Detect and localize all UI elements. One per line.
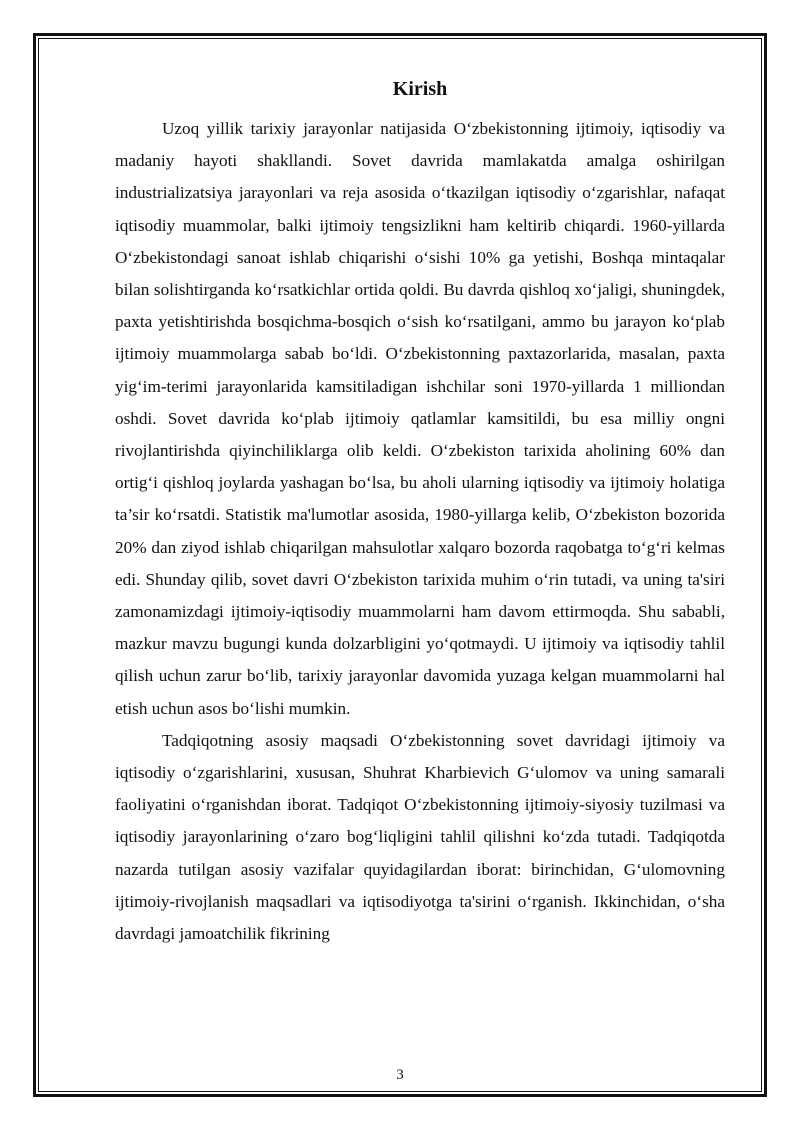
section-title: Kirish <box>392 78 448 100</box>
document-body <box>115 73 725 950</box>
paragraph-research-goal: Tadqiqotning asosiy maqsadi O‘zbekistonning sovet davridagi ijtimoiy va iqtisodiy o‘zgarishlarini, xususan, Shuhrat Kharbievich G‘ulomov va uning samarali faoliyatini o‘rganishdan iborat. Tadqiqot O‘zbekistonning ijtimoiy-siyosiy tuzilmasi va iqtisodiy jarayonlarining o‘zaro bog‘liqligini tahlil qilishni ko‘zda tutadi. Tadqiqotda nazarda tutilgan asosiy vazifalar quyidagilardan iborat: birinchidan, G‘ulomovning ijtimoiy-rivojlanish maqsadlari va iqtisodiyotga ta'sirini o‘rganish. Ikkinchidan, o‘sha davrdagi jamoatchilik fikrining <box>115 730 725 944</box>
paragraph-intro: Uzoq yillik tarixiy jarayonlar natijasida O‘zbekistonning ijtimoiy, iqtisodiy va madaniy hayoti shakllandi. Sovet davrida mamlakatda amalga oshirilgan industrializatsiya jarayonlari va reja asosida o‘tkazilgan iqtisodiy o‘zgarishlar, nafaqat iqtisodiy muammolar, balki ijtimoiy tengsizlikni ham keltirib chiqardi. 1960-yillarda O‘zbekistondagi sanoat ishlab chiqarishi o‘sishi 10% ga yetishi, Boshqa mintaqalar bilan solishtirganda ko‘rsatkichlar ortida qoldi. Bu davrda qishloq xo‘jaligi, shuningdek, paxta yetishtirishda bosqichma-bosqich o‘sish ko‘rsatilgani, ammo bu jarayon ko‘plab ijtimoiy muammolarga sabab bo‘ldi. O‘zbekistonning paxtazorlarida, masalan, paxta yig‘im-terimi jarayonlarida kamsitiladigan ishchilar soni 1970-yillarda 1 milliondan oshdi. Sovet davrida ko‘plab ijtimoiy qatlamlar kamsitildi, bu esa milliy ongni rivojlantirishda qiyinchiliklarga olib keldi. O‘zbekiston tarixida aholining 60% dan ortig‘i qishloq joylarda yashagan bo‘lsa, bu aholi ularning iqtisodiy va ijtimoiy holatiga ta’sir ko‘rsatdi. Statistik ma'lumotlar asosida, 1980-yillarga kelib, O‘zbekiston bozorida 20% dan ziyod ishlab chiqarilgan mahsulotlar xalqaro bozorda raqobatga to‘g‘ri kelmas edi. Shunday qilib, sovet davri O‘zbekiston tarixida muhim o‘rin tutadi, va uning ta'siri zamonamizdagi ijtimoiy-iqtisodiy muammolarni ham davom ettirmoqda. Shu sababli, mazkur mavzu bugungi kunda dolzarbligini yo‘qotmaydi. U ijtimoiy va iqtisodiy tahlil qilish uchun zarur bo‘lib, tarixiy jarayonlar davomida yuzaga kelgan muammolarni hal etish uchun asos bo‘lishi mumkin. <box>115 119 725 718</box>
page-number: 3 <box>396 1067 404 1083</box>
